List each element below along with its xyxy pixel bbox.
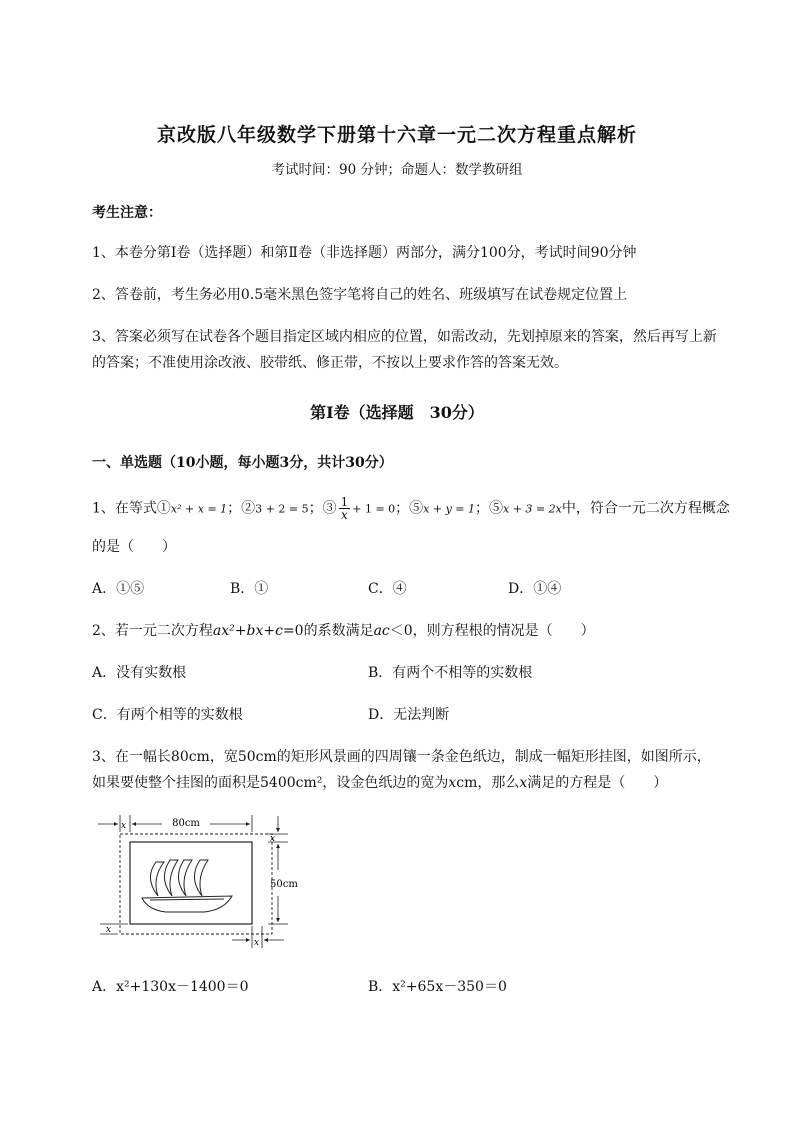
q1-option-b[interactable]: B．① xyxy=(230,581,269,597)
sailboat-icon xyxy=(142,860,232,912)
q3-option-b[interactable]: B．x²+65x－350＝0 xyxy=(368,979,507,995)
question-2: 2、若一元二次方程ax²+bx+c=0的系数满足ac＜0，则方程根的情况是（ ） xyxy=(92,623,595,639)
question-3-line-2: 如果要使整个挂图的面积是5400cm²，设金色纸边的宽为xcm，那么x满足的方程是（ ） xyxy=(92,775,668,791)
notice-item-3: 3、答案必须写在试卷各个题目指定区域内相应的位置，如需改动，先划掉原来的答案，然后再写上新 xyxy=(92,329,717,345)
question-3: 3、在一幅长80cm，宽50cm的矩形风景画的四周镶一条金色纸边，制成一幅矩形挂图，如图所示， xyxy=(92,749,711,765)
width-label: 80cm xyxy=(172,818,200,829)
q1-option-c[interactable]: C．④ xyxy=(368,581,407,597)
q2-equation: ax²+bx+c xyxy=(212,623,283,639)
left-x-label: x xyxy=(106,925,112,935)
question-1: 1、在等式①x² + x = 1；②3 + 2 = 5；③ $\frac{1}{x}$ + 1 = 0；⑤x + y = 1；⑤x + 3 = 2x中，符合一元二次方程概念 xyxy=(92,495,730,522)
q1-eq2: 3 + 2 = 5 xyxy=(255,502,309,516)
picture-frame-figure xyxy=(92,812,312,952)
bottom-x-label: x xyxy=(254,938,260,948)
question-1-line-2: 的是（ ） xyxy=(92,539,176,555)
q2-option-b[interactable]: B．有两个不相等的实数根 xyxy=(368,665,533,681)
q1-fraction: $\frac{1}{x}$ xyxy=(340,495,349,522)
part-heading: 一、单选题（10小题，每小题3分，共计30分） xyxy=(92,455,393,471)
notice-heading: 考生注意： xyxy=(92,205,162,221)
top-x-label: x xyxy=(121,821,127,831)
right-x-label: x xyxy=(270,834,276,844)
notice-item-2: 2、答卷前，考生务必用0.5毫米黑色签字笔将自己的姓名、班级填写在试卷规定位置上 xyxy=(92,287,628,303)
q1-eq5: x + 3 = 2x xyxy=(503,502,562,516)
q2-option-c[interactable]: C．有两个相等的实数根 xyxy=(92,707,243,723)
q3-option-a[interactable]: A．x²+130x－1400＝0 xyxy=(92,979,249,995)
q1-option-a[interactable]: A．①⑤ xyxy=(92,581,145,597)
height-label: 50cm xyxy=(270,879,298,890)
notice-item-3-continued: 的答案；不准使用涂改液、胶带纸、修正带，不按以上要求作答的答案无效。 xyxy=(92,355,568,371)
notice-item-1: 1、本卷分第Ⅰ卷（选择题）和第Ⅱ卷（非选择题）两部分，满分100分，考试时间90分钟 xyxy=(92,245,637,261)
q1-eq4: x + y = 1 xyxy=(423,502,475,516)
q1-eq1: x² + x = 1 xyxy=(170,502,228,516)
exam-subtitle: 考试时间：90 分钟；命题人：数学教研组 xyxy=(271,162,523,178)
q2-option-a[interactable]: A．没有实数根 xyxy=(92,665,187,681)
q2-condition: ac xyxy=(373,623,390,639)
q1-eq3-tail: + 1 = 0 xyxy=(352,502,396,516)
q1-option-d[interactable]: D．①④ xyxy=(508,581,562,597)
page-title: 京改版八年级数学下册第十六章一元二次方程重点解析 xyxy=(156,124,637,146)
section-title: 第Ⅰ卷（选择题 30分） xyxy=(310,403,484,422)
q2-option-d[interactable]: D．无法判断 xyxy=(368,707,450,723)
